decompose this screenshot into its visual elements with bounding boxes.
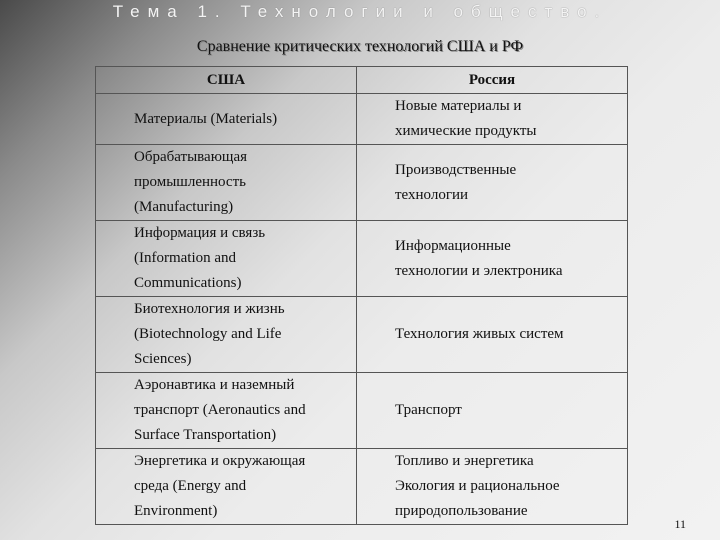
cell-line: Топливо и энергетика (395, 453, 534, 469)
cell-usa (96, 221, 357, 297)
cell-line: (Information and (134, 250, 237, 266)
cell-line: Экология и рациональное (395, 478, 560, 494)
table-row (96, 449, 628, 525)
cell-usa (96, 373, 357, 449)
cell-line: природопользование (395, 503, 528, 519)
cell-line: (Manufacturing) (134, 199, 234, 215)
cell-russia (357, 221, 628, 297)
column-header-russia: Россия (357, 67, 628, 94)
cell-line: транспорт (Aeronautics and (134, 402, 306, 418)
cell-russia (357, 373, 628, 449)
cell-usa (96, 145, 357, 221)
cell-line: Surface Transportation) (134, 427, 277, 443)
cell-russia (357, 94, 628, 145)
table-row (96, 221, 628, 297)
cell-russia (357, 145, 628, 221)
column-header-usa: США (96, 67, 357, 94)
cell-line: Информация и связь (134, 225, 266, 241)
page-number: 11 (674, 517, 686, 531)
table-title: Сравнение критических технологий США и РФ (196, 38, 524, 55)
cell-line: химические продукты (395, 123, 537, 139)
cell-russia (357, 297, 628, 373)
table-row (96, 145, 628, 221)
cell-line: Новые материалы и (395, 98, 522, 114)
cell-line: технологии и электроника (395, 262, 563, 279)
slide-topic-header: Тема 1. Технологии и общество. (112, 2, 608, 21)
cell-line: Sciences) (134, 351, 192, 367)
table-header-row (96, 67, 628, 94)
cell-usa (96, 94, 357, 145)
cell-line: Биотехнология и жизнь (134, 301, 285, 317)
table-row (96, 373, 628, 449)
table-row (96, 297, 628, 373)
cell-line: Communications) (134, 275, 242, 291)
cell-line: среда (Energy and (134, 478, 247, 494)
cell-line: Энергетика и окружающая (134, 453, 306, 469)
cell-russia (357, 449, 628, 525)
cell-line: Аэронавтика и наземный (134, 377, 295, 393)
cell-line: Материалы (Materials) (134, 110, 278, 127)
comparison-table (95, 66, 628, 525)
cell-usa (96, 449, 357, 525)
cell-line: Производственные (395, 161, 517, 178)
cell-line: (Biotechnology and Life (134, 326, 282, 342)
cell-line: промышленность (134, 174, 246, 190)
cell-line: Транспорт (395, 402, 462, 418)
cell-line: технологии (395, 186, 469, 203)
cell-line: Технология живых систем (395, 326, 564, 342)
cell-line: Environment) (134, 503, 218, 519)
cell-line: Информационные (395, 237, 511, 254)
table-row (96, 94, 628, 145)
cell-usa (96, 297, 357, 373)
cell-line: Обрабатывающая (134, 149, 248, 165)
